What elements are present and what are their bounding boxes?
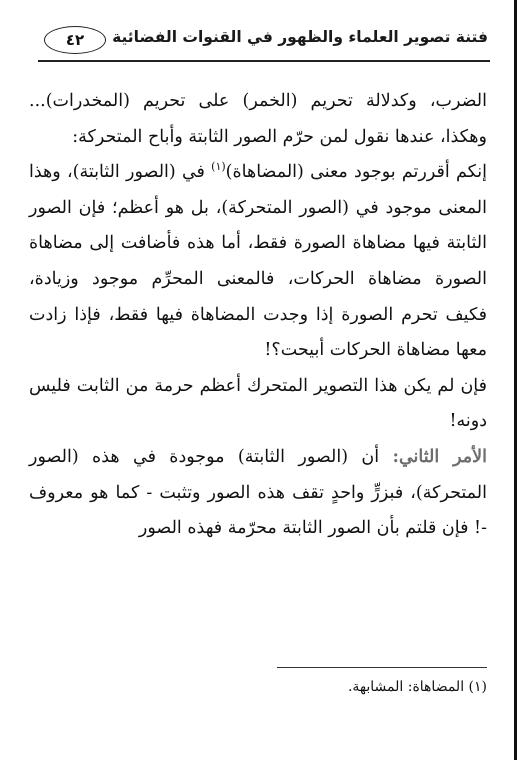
page-header xyxy=(38,22,490,62)
footnote-divider xyxy=(277,667,487,668)
footnote-reference[interactable]: (١) xyxy=(211,160,226,174)
paragraph-1: الضرب، وكدلالة تحريم (الخمر) على تحريم (المخدرات)... وهكذا، عندها نقول لمن حرّم الصور الثابتة وأباح المتحركة: xyxy=(29,91,487,147)
second-point-label: الأمر الثاني: xyxy=(392,446,487,467)
paragraph-2 xyxy=(29,155,487,369)
paragraph-2-start: إنكم أقررتم بوجود معنى (المضاهاة) xyxy=(225,162,487,183)
paragraph-2-rest: في (الصور الثابتة)، وهذا المعنى موجود في (الصور المتحركة)، بل هو أعظم؛ فإن الصور الثابتة فيها مضاهاة الصورة فقط، أما هذه فأضافت إلى مضاهاة الصورة مضاهاة الحركات، فالمعنى المحرِّم موجود وزيادة، فكيف تحرم الصورة إذا وجدت المضاهاة فيها فقط، فإذا زادت معها مضاهاة الحركات أبيحت؟! xyxy=(29,162,487,361)
footnote: (١) المضاهاة: المشابهة. xyxy=(347,679,487,695)
main-text xyxy=(29,84,487,547)
page-number: ٤٢ xyxy=(65,31,85,49)
paragraph-3: فإن لم يكن هذا التصوير المتحرك أعظم حرمة من الثابت فليس دونه! xyxy=(29,375,487,432)
paragraph-4 xyxy=(29,440,487,547)
running-title: فتنة تصوير العلماء والظهور في القنوات الفضائية xyxy=(112,28,488,46)
paragraph-4-text: أن (الصور الثابتة) موجودة في هذه (الصور المتحركة)، فبزرٍّ واحدٍ تقف هذه الصور وتثبت - كما هو معروف -! فإن قلتم بأن الصور الثابتة محرّمة فهذه الصور xyxy=(29,446,487,539)
header-divider xyxy=(38,60,490,62)
page-number-badge xyxy=(44,26,106,54)
